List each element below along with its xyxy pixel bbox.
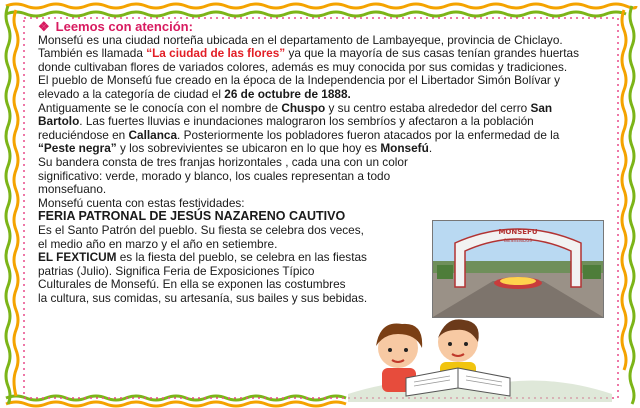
fexticum-line-3: Culturales de Monsefú. En ella se exponen las costumbres (38, 277, 346, 292)
fexticum-line-1: EL FEXTICUM es la fiesta del pueblo, se celebra en las fiestas (38, 250, 367, 265)
paragraph-intro: Monsefú es una ciudad norteña ubicada en el departamento de Lambayeque, provincia de Chiclayo. También es llamada “La ciudad de las flores” ya que la mayoría de sus casas tenían grandes huertas donde cultivaban flores de variados colores, además es muy conocida por sus comidas y tradiciones. (38, 32, 579, 74)
arch-sign: MONSEFU (498, 228, 538, 236)
paragraph-festivities: Monsefú cuenta con estas festividades: (38, 195, 245, 210)
star-bullet-icon: ❖ (38, 19, 50, 34)
paragraph-founding: El pueblo de Monsefú fue creado en la época de la Independencia por el Libertador Simón Bolívar y elevado a la categoría de ciudad el 26 de octubre de 1888. (38, 73, 561, 101)
paragraph-history: Antiguamente se le conocía con el nombre de Chuspo y su centro estaba alrededor del cerro San Bartolo. Las fuertes lluvias e inundaciones malograron los sembríos y afectaron a la población reduciéndose en Callanca. Posteriormente los pobladores fueron atacados por la enfermedad de la “Peste negra” y los sobrevivientes se ubicaron en lo que hoy es Monsefú. (38, 100, 560, 156)
feria-heading: FERIA PATRONAL DE JESÚS NAZARENO CAUTIVO (38, 209, 346, 224)
arch-welcome-text: BIENVENIDOS (504, 238, 532, 243)
feria-line-2: el medio año en marzo y el año en setiembre. (38, 236, 278, 251)
reading-kids-illustration (346, 312, 612, 402)
paragraph-flag: Su bandera consta de tres franjas horizontales , cada una con un color significativo: verde, morado y blanco, los cuales representan a todo monsefuano. (38, 154, 408, 197)
feria-line-1: Es el Santo Patrón del pueblo. Su fiesta se celebra dos veces, (38, 222, 364, 237)
fexticum-line-4: la cultura, sus comidas, su artesanía, sus bailes y sus bebidas. (38, 290, 368, 305)
section-title: ❖ Leemos con atención: (38, 19, 193, 34)
fexticum-line-2: patrias (Julio). Significa Feria de Exposiciones Típico (38, 263, 315, 278)
reading-text (38, 20, 598, 305)
